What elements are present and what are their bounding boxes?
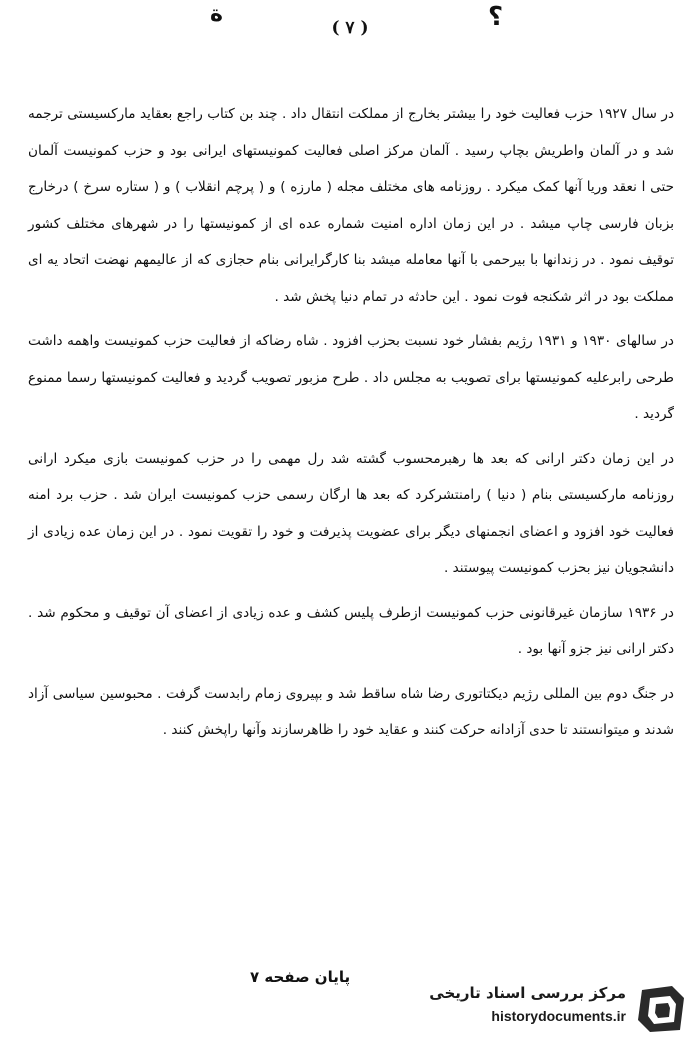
paragraph-arani: در این زمان دکتر ارانی که بعد ها رهبرمحسوب گشته شد رل مهمی را در حزب کمونیست بازی میکرد ارانی روزنامه مارکسیستی بنام ( دنیا ) رامنتشرکرد که بعد ها ارگان رسمی حزب کمونیست ایران شد . حزب برد امنه فعالیت خود افزود و اعضای انجمنهای دیگر برای عضویت پذیرفت و خود را تقویت نمود . در این زمان عده زیادی از دانشجویان نیز بحزب کمونیست پیوستند . — [28, 450, 674, 576]
watermark-url: historydocuments.ir — [491, 1008, 626, 1024]
header-mark-right: ؟ — [488, 2, 504, 32]
page-end-note: پایان صفحه ۷ — [250, 968, 351, 986]
document-body — [28, 96, 674, 757]
page-number: ( ۷ ) — [331, 18, 369, 38]
paragraph-1927: در سال ۱۹۲۷ حزب فعالیت خود را بیشتر بخارج از مملکت انتقال داد . چند بن کتاب راجع بعقاید مارکسیستی ترجمه شد و در آلمان واطریش بچاپ رسید . آلمان مرکز اصلی فعالیت کمونیستهای ایرانی بود و حزب کمونیست آلمان حتی ا نعقد وریا آنها کمک میکرد . روزنامه های مختلف مجله ( مارزه ) و ( پرچم انقلاب ) و ( ستاره سرخ ) درخارج بزبان فارسی چاپ میشد . در این زمان اداره امنیت شماره عده ای از کمونیستها را در شهرهای مختلف کشور توقیف نمود . در زندانها با بیرحمی با آنها معامله میشد بنا کارگرایرانی بنام حجازی که از عالیمهم نهضت اتحاد یه ای مملکت بود در اثر شکنجه فوت نمود . این حادثه در تمام دنیا پخش شد . — [28, 106, 674, 305]
paragraph-world-war: در جنگ دوم بین المللی رژیم دیکتاتوری رضا شاه ساقط شد و بپیروی زمام رابدست گرفت . محبوسین سیاسی آزاد شدند و میتوانستند تا حدی آزادانه حرکت کنند و عقاید خود را ظاهرسازند وآنها راپخش کنند . — [28, 685, 674, 738]
archive-logo-icon — [636, 984, 688, 1034]
paragraph-1936: در ۱۹۳۶ سازمان غیرقانونی حزب کمونیست ازطرف پلیس کشف و عده زیادی از اعضای آن توقیف و محکوم شد . دکتر ارانی نیز جزو آنها بود . — [28, 604, 674, 657]
paragraph-1930-1931: در سالهای ۱۹۳۰ و ۱۹۳۱ رژیم بفشار خود نسبت بحزب افزود . شاه رضاکه از فعالیت حزب کمونیست واهمه داشت طرحی رابرعلیه کمونیستها برای تصویب به مجلس داد . طرح مزبور تصویب گردید و فعالیت کمونیستها رسما ممنوع گردید . — [28, 333, 674, 422]
watermark — [412, 982, 694, 1038]
header-mark-left: ة — [210, 2, 223, 27]
watermark-name: مرکز بررسی اسناد تاریخی — [429, 984, 626, 1002]
